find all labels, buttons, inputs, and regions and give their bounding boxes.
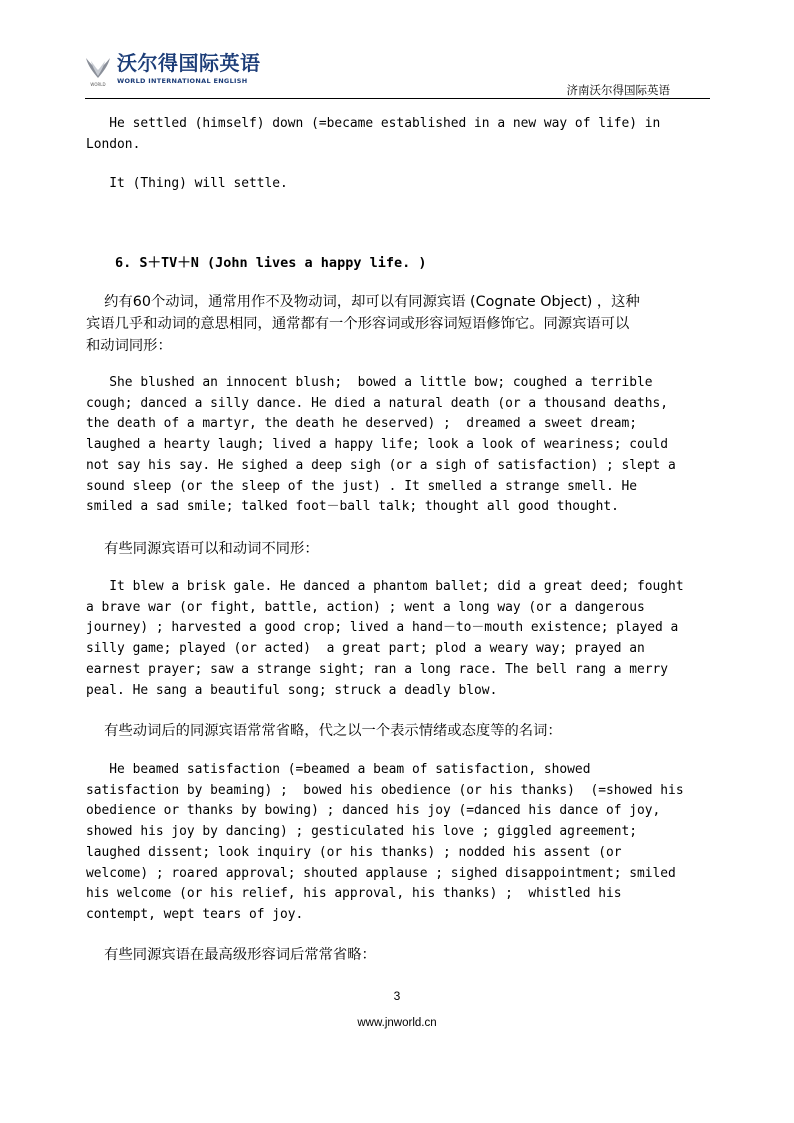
page-number: 3	[393, 989, 401, 1003]
text-line: It blew a brisk gale. He danced a phantom ballet; did a great deed; fought	[86, 579, 684, 594]
text-line: peal. He sang a beautiful song; struck a deadly blow.	[86, 682, 498, 698]
text-line: 有些同源宾语在最高级形容词后常常省略：	[86, 947, 376, 963]
text-line: laughed dissent; look inquiry (or his thanks) ; nodded his assent (or	[86, 844, 622, 860]
text-line: earnest prayer; saw a strange sight; ran a long race. The bell rang a merry	[86, 661, 669, 677]
text-line: 有些同源宾语可以和动词不同形：	[86, 541, 319, 557]
text-line: He beamed satisfaction (=beamed a beam of satisfaction, showed	[86, 762, 591, 777]
section-heading: 6. S＋TV＋N (John lives a happy life. )	[115, 255, 427, 271]
text-line: showed his joy by dancing) ; gesticulated his love ; giggled agreement;	[86, 824, 638, 840]
logo-english-name: WORLD INTERNATIONAL ENGLISH	[117, 77, 248, 85]
text-line: smiled a sad smile; talked foot－ball talk; thought all good thought.	[86, 499, 619, 515]
text-line: He settled (himself) down (=became established in a new way of life) in	[86, 116, 661, 131]
paragraph-different-form-note	[86, 538, 710, 560]
text-line: contempt, wept tears of joy.	[86, 906, 304, 922]
paragraph-examples-different-form	[86, 577, 710, 701]
text-line: London.	[86, 136, 141, 152]
header-divider	[85, 98, 710, 99]
text-line: silly game; played (or acted) a great part; plod a weary way; prayed an	[86, 641, 645, 657]
paragraph-examples-same-form	[86, 373, 710, 518]
text-line: It (Thing) will settle.	[86, 176, 288, 191]
paragraph-settle-example	[86, 114, 710, 155]
logo-chinese-name: 沃尔得国际英语	[117, 51, 261, 75]
text-line: obedience or thanks by bowing) ; danced his joy (=danced his dance of joy,	[86, 803, 661, 819]
page-header	[85, 52, 710, 99]
text-line: sound sleep (or the sleep of the just) . It smelled a strange smell. He	[86, 478, 638, 494]
text-line: 约有60个动词，通常用作不及物动词，却可以有同源宾语 (Cognate Object) ，这种	[86, 294, 640, 310]
header-school-name: 济南沃尔得国际英语	[566, 83, 670, 97]
text-line: the death of a martyr, the death he deserved) ; dreamed a sweet dream;	[86, 416, 638, 432]
wings-logo-icon	[85, 54, 111, 88]
text-line: welcome) ; roared approval; shouted applause ; sighed disappointment; smiled	[86, 865, 676, 881]
text-line: satisfaction by beaming) ; bowed his obedience (or his thanks) (=showed his	[86, 782, 684, 798]
paragraph-superlative-note	[86, 944, 710, 966]
paragraph-it-settle	[86, 174, 710, 195]
footer-website: www.jnworld.cn	[357, 1017, 437, 1029]
text-line: 有些动词后的同源宾语常常省略，代之以一个表示情绪或态度等的名词：	[86, 723, 562, 739]
text-line: 宾语几乎和动词的意思相同，通常都有一个形容词或形容词短语修饰它。同源宾语可以	[86, 316, 630, 332]
text-line: 和动词同形：	[86, 338, 172, 354]
paragraph-examples-omitted	[86, 760, 710, 926]
text-line: cough; danced a silly dance. He died a natural death (or a thousand deaths,	[86, 395, 669, 411]
text-line: laughed a hearty laugh; lived a happy life; look a look of weariness; could	[86, 437, 669, 453]
text-line: She blushed an innocent blush; bowed a little bow; coughed a terrible	[86, 375, 653, 390]
logo	[85, 52, 285, 92]
text-line: his welcome (or his relief, his approval, his thanks) ; whistled his	[86, 886, 622, 902]
paragraph-cognate-intro	[86, 291, 710, 357]
logo-mark-text: WORLD	[90, 82, 106, 87]
text-line: a brave war (or fight, battle, action) ; went a long way (or a dangerous	[86, 599, 645, 615]
text-line: not say his say. He sighed a deep sigh (or a sigh of satisfaction) ; slept a	[86, 457, 676, 473]
text-line: journey) ; harvested a good crop; lived a hand－to－mouth existence; played a	[86, 620, 679, 636]
paragraph-omission-note	[86, 720, 710, 742]
